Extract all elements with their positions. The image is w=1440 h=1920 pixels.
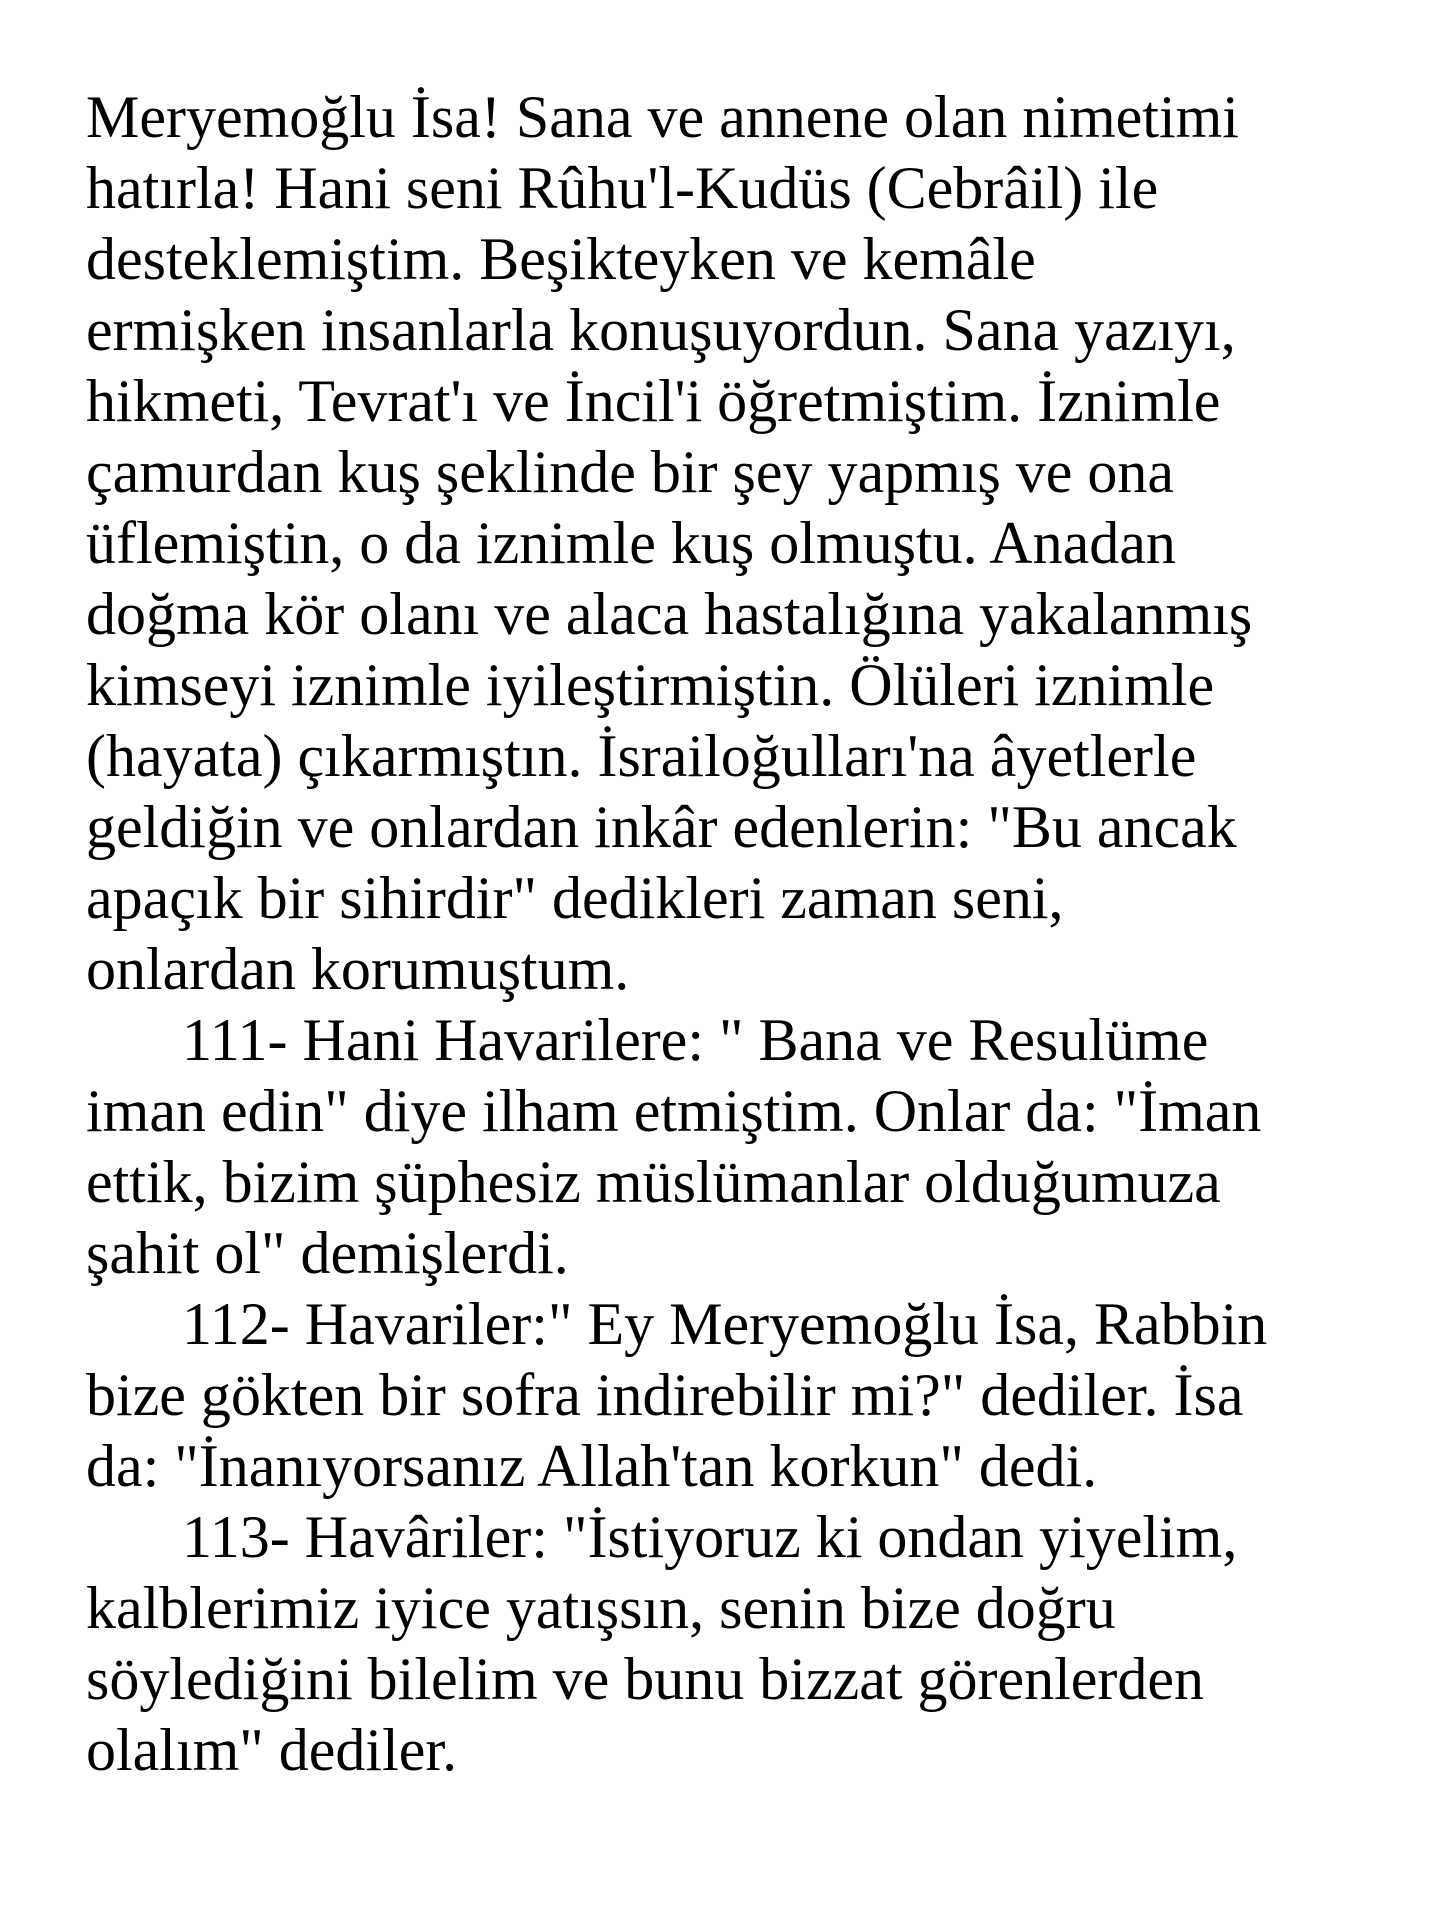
text-line: apaçık bir sihirdir" dedikleri zaman seni, (86, 865, 1064, 931)
text-line: kalblerimiz iyice yatışsın, senin bize doğru (86, 1575, 1116, 1641)
text-line: doğma kör olanı ve alaca hastalığına yakalanmış (86, 581, 1253, 647)
text-line: 111- Hani Havarilere: " Bana ve Resulüme (182, 1007, 1209, 1073)
text-line: hatırla! Hani seni Rûhu'l-Kudüs (Cebrâil) ile (86, 155, 1159, 221)
paragraph-continuation (86, 82, 1416, 1005)
text-line: üflemiştin, o da iznimle kuş olmuştu. Anadan (86, 510, 1176, 576)
text-line: ettik, bizim şüphesiz müslümanlar olduğumuza (86, 1149, 1221, 1215)
paragraph-verse-112 (86, 1289, 1416, 1502)
text-line: (hayata) çıkarmıştın. İsrailoğulları'na âyetlerle (86, 723, 1197, 789)
text-line: çamurdan kuş şeklinde bir şey yapmış ve ona (86, 439, 1175, 505)
text-line: desteklemiştim. Beşikteyken ve kemâle (86, 226, 1036, 292)
text-line: 113- Havâriler: "İstiyoruz ki ondan yiyelim, (182, 1504, 1238, 1570)
paragraph-verse-113 (86, 1502, 1416, 1786)
text-line: hikmeti, Tevrat'ı ve İncil'i öğretmiştim. İznimle (86, 368, 1221, 434)
text-line: geldiğin ve onlardan inkâr edenlerin: "Bu ancak (86, 794, 1237, 860)
body-text (86, 82, 1416, 1786)
paragraph-verse-111 (86, 1005, 1416, 1289)
text-line: kimseyi iznimle iyileştirmiştin. Ölüleri iznimle (86, 652, 1215, 718)
text-line: olalım" dediler. (86, 1717, 458, 1783)
text-line: da: "İnanıyorsanız Allah'tan korkun" dedi. (86, 1433, 1098, 1499)
text-line: bize gökten bir sofra indirebilir mi?" dediler. İsa (86, 1362, 1244, 1428)
text-line: ermişken insanlarla konuşuyordun. Sana yazıyı, (86, 297, 1236, 363)
text-line: Meryemoğlu İsa! Sana ve annene olan nimetimi (86, 84, 1239, 150)
text-line: şahit ol" demişlerdi. (86, 1220, 569, 1286)
text-line: iman edin" diye ilham etmiştim. Onlar da: "İman (86, 1078, 1262, 1144)
text-line: onlardan korumuştum. (86, 936, 630, 1002)
text-line: 112- Havariler:" Ey Meryemoğlu İsa, Rabbin (182, 1291, 1268, 1357)
text-line: söylediğini bilelim ve bunu bizzat görenlerden (86, 1646, 1205, 1712)
